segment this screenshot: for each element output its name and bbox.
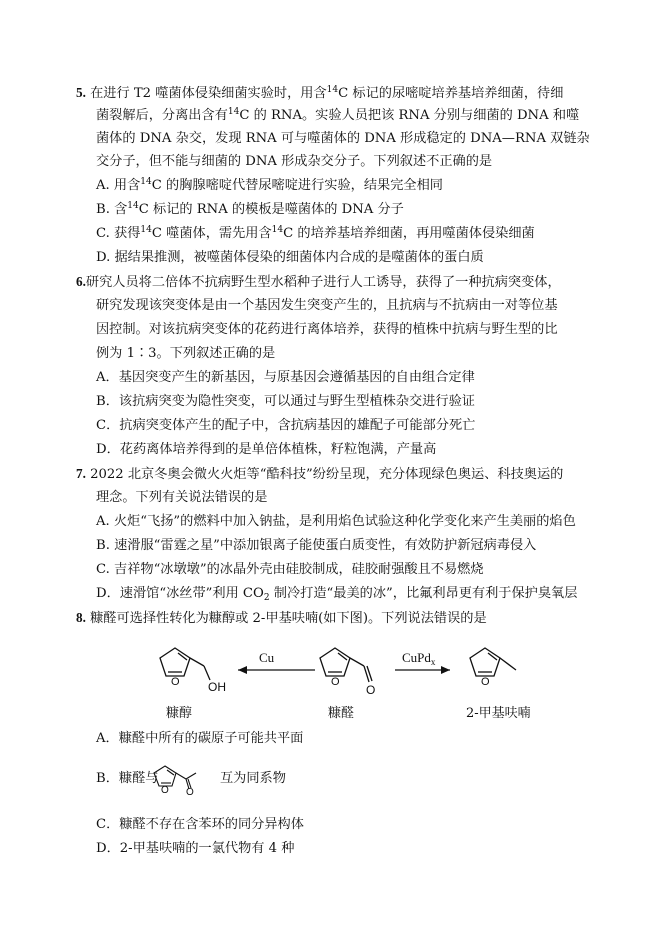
q8-stem: 糠醛可选择性转化为糠醇或 2-甲基呋喃(如下图)。下列说法错误的是 (90, 611, 487, 626)
option-text: A. 用含 (96, 178, 141, 193)
q6-option-d: D．花药离体培养得到的是单倍体植株，籽粒饱满，产量高 (96, 442, 437, 457)
q8-option-c: C．糠醛不存在含苯环的同分异构体 (96, 817, 304, 832)
label-furfuryl-alcohol: 糠醇 (166, 706, 193, 721)
furfural-structure (320, 648, 372, 682)
superscript: 14 (326, 85, 339, 95)
q5-text: C 的 RNA。实验人员把该 RNA 分别与细菌的 DNA 和噬 (239, 108, 580, 123)
q7-option-d (96, 585, 577, 603)
option-text: 制冷打造“最美的冰”，比氟利昂更有利于保护臭氧层 (269, 586, 578, 601)
superscript: 14 (271, 225, 284, 235)
ring-o-small: O (161, 785, 169, 796)
option-text: B. 含 (96, 202, 128, 217)
option-text: D．速滑馆“冰丝带”利用 CO (96, 586, 264, 601)
oh-label: OH (208, 680, 226, 694)
q5-number: 5. (76, 85, 86, 100)
q8-number: 8. (76, 610, 86, 625)
q5-option-a (96, 177, 443, 195)
ring-o-left: O (171, 676, 180, 688)
option-text: C 的培养基培养细菌，再用噬菌体侵染细菌 (283, 226, 535, 241)
q6-option-c: C．抗病突变体产生的配子中，含抗病基因的雄配子可能部分死亡 (96, 418, 476, 433)
acetylfuran-drawing (148, 762, 218, 798)
acetylfuran-structure (148, 762, 218, 798)
q6-line-2: 研究发现该突变体是由一个基因发生突变产生的，且抗病与不抗病由一对等位基 (96, 298, 558, 313)
q6-text: 研究人员将二倍体不抗病野生型水稻种子进行人工诱导，获得了一种抗病突变体， (85, 275, 561, 290)
q6-number: 6. (76, 274, 86, 289)
arrow-right-head (441, 666, 450, 674)
q8-option-a: A．糠醛中所有的碳原子可能共平面 (96, 731, 304, 746)
q8-option-d: D．2-甲基呋喃的一氯代物有 4 种 (96, 841, 295, 856)
option-text: C 噬菌体，需先用含 (151, 226, 272, 241)
q7-option-c: C. 吉祥物“冰墩墩”的冰晶外壳由硅胶制成，硅胶耐强酸且不易燃烧 (96, 562, 484, 577)
q6-line-4: 例为 1∶3。下列叙述正确的是 (96, 346, 276, 361)
q6-line-1 (76, 273, 561, 292)
q5-option-c (96, 225, 535, 243)
option-text: C 的胸腺嘧啶代替尿嘧啶进行实验，结果完全相同 (151, 178, 443, 193)
superscript: 14 (140, 225, 152, 235)
q6-option-a: A．基因突变产生的新基因，与原基因会遵循基因的自由组合定律 (96, 370, 475, 385)
label-methylfuran: 2-甲基呋喃 (466, 706, 531, 721)
reagent-cupdx (402, 650, 435, 666)
subscript: 2 (263, 593, 270, 603)
q5-text: 在进行 T2 噬菌体侵染细菌实验时，用含 (90, 86, 327, 101)
superscript: 14 (227, 107, 240, 117)
carbonyl-o-small: O (186, 787, 194, 798)
ring-o-right: O (481, 676, 490, 688)
q6-line-3: 因控制。对该抗病突变体的花药进行离体培养，获得的植株中抗病与野生型的比 (96, 322, 558, 337)
q7-text: 2022 北京冬奥会微火火炬等“酷科技”纷纷呈现，充分体现绿色奥运、科技奥运的 (90, 467, 564, 482)
reaction-scheme (150, 636, 570, 726)
q5-text: 菌裂解后，分离出含有 (96, 108, 228, 123)
methylfuran-structure (470, 648, 516, 676)
reagent-base: CuPd (402, 650, 431, 665)
q6-option-b: B．该抗病突变为隐性突变，可以通过与野生型植株杂交进行验证 (96, 394, 475, 409)
q7-option-a: A. 火炬“飞扬”的燃料中加入钠盐，是利用焰色试验这种化学变化来产生美丽的焰色 (96, 514, 576, 529)
q8-line-1 (76, 609, 487, 628)
q8-option-b-pre: B．糠醛与 (96, 771, 159, 786)
superscript: 14 (140, 177, 152, 187)
q5-option-b (96, 201, 404, 219)
q7-number: 7. (76, 466, 86, 481)
q7-option-b: B. 速滑服“雷霆之星”中添加银离子能使蛋白质变性，有效防护新冠病毒侵入 (96, 538, 537, 553)
q5-text: C 标记的尿嘧啶培养基培养细菌，待细 (338, 86, 564, 101)
option-text: C. 获得 (96, 226, 141, 241)
q5-option-d: D. 据结果推测，被噬菌体侵染的细菌体内合成的是噬菌体的蛋白质 (96, 250, 484, 265)
furfuryl-alcohol-structure (160, 648, 210, 680)
option-text: C 标记的 RNA 的模板是噬菌体的 DNA 分子 (138, 202, 404, 217)
reagent-cu: Cu (259, 650, 275, 665)
label-furfural: 糠醛 (328, 706, 355, 721)
arrow-left-head (238, 666, 247, 674)
q5-line-1 (76, 84, 563, 103)
q7-line-1 (76, 465, 563, 484)
superscript: 14 (127, 201, 139, 211)
carbonyl-o-label: O (366, 683, 376, 697)
ring-o-center: O (331, 676, 340, 688)
q5-line-2 (96, 107, 579, 125)
subscript: x (430, 657, 436, 667)
q8-option-b-post: 互为同系物 (220, 771, 286, 786)
q5-line-3: 菌体的 DNA 杂交，发现 RNA 可与噬菌体的 DNA 形成稳定的 DNA—RNA 双链杂 (96, 131, 590, 146)
q5-line-4: 交分子，但不能与细菌的 DNA 形成杂交分子。下列叙述不正确的是 (96, 154, 493, 169)
q7-line-2: 理念。下列有关说法错误的是 (96, 490, 268, 505)
